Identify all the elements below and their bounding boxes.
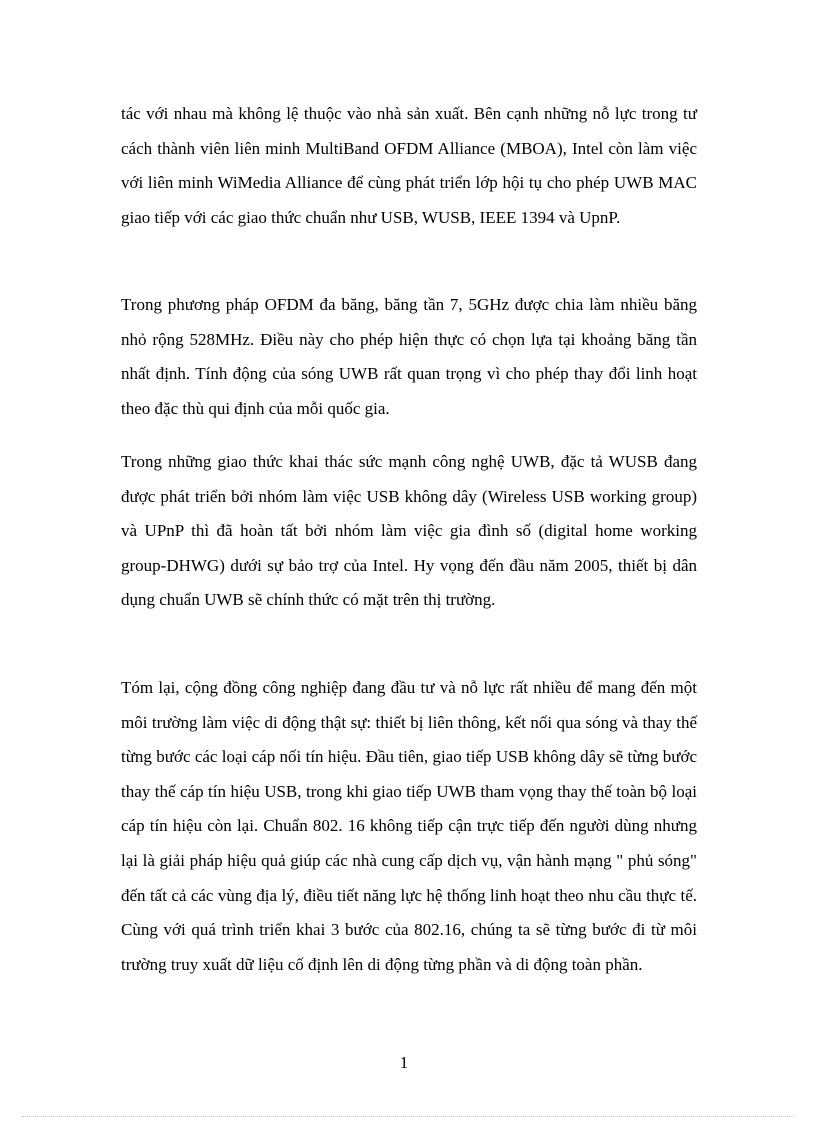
paragraph-summary: Tóm lại, cộng đồng công nghiệp đang đầu tư và nỗ lực rất nhiều để mang đến một môi trường làm việc di động thật sự: thiết bị liên thông, kết nối qua sóng và thay thế từng bước các loại cáp nối tín hiệu. Đầu tiên, giao tiếp USB không dây sẽ từng bước thay thế cáp tín hiệu USB, trong khi giao tiếp UWB tham vọng thay thế toàn bộ loại cáp tín hiệu còn lại. Chuẩn 802. 16 không tiếp cận trực tiếp đến người dùng nhưng lại là giải pháp hiệu quả giúp các nhà cung cấp dịch vụ, vận hành mạng " phủ sóng" đến tất cả các vùng địa lý, điều tiết năng lực hệ thống linh hoạt theo nhu cầu thực tế. Cùng với quá trình triển khai 3 bước của 802.16, chúng ta sẽ từng bước đi từ môi trường truy xuất dữ liệu cố định lên di động từng phần và di động toàn phần. bbox=[121, 678, 697, 974]
page-number: 1 bbox=[399, 1053, 409, 1072]
paragraph-mboa-wimedia: tác với nhau mà không lệ thuộc vào nhà sản xuất. Bên cạnh những nỗ lực trong tư cách thành viên liên minh MultiBand OFDM Alliance (MBOA), Intel còn làm việc với liên minh WiMedia Alliance để cùng phát triển lớp hội tụ cho phép UWB MAC giao tiếp với các giao thức chuẩn như USB, WUSB, IEEE 1394 và UpnP. bbox=[121, 104, 697, 227]
page-bottom-border bbox=[22, 1116, 794, 1117]
paragraph-ofdm-multiband: Trong phương pháp OFDM đa băng, băng tần 7, 5GHz được chia làm nhiều băng nhỏ rộng 528MHz. Điều này cho phép hiện thực có chọn lựa tại khoảng băng tần nhất định. Tính động của sóng UWB rất quan trọng vì cho phép thay đổi linh hoạt theo đặc thù qui định của mỗi quốc gia. bbox=[121, 295, 697, 418]
paragraph-wusb-upnp: Trong những giao thức khai thác sức mạnh công nghệ UWB, đặc tả WUSB đang được phát triển bởi nhóm làm việc USB không dây (Wireless USB working group) và UPnP thì đã hoàn tất bởi nhóm làm việc gia đình số (digital home working group-DHWG) dưới sự bảo trợ của Intel. Hy vọng đến đầu năm 2005, thiết bị dân dụng chuẩn UWB sẽ chính thức có mặt trên thị trường. bbox=[121, 452, 697, 610]
